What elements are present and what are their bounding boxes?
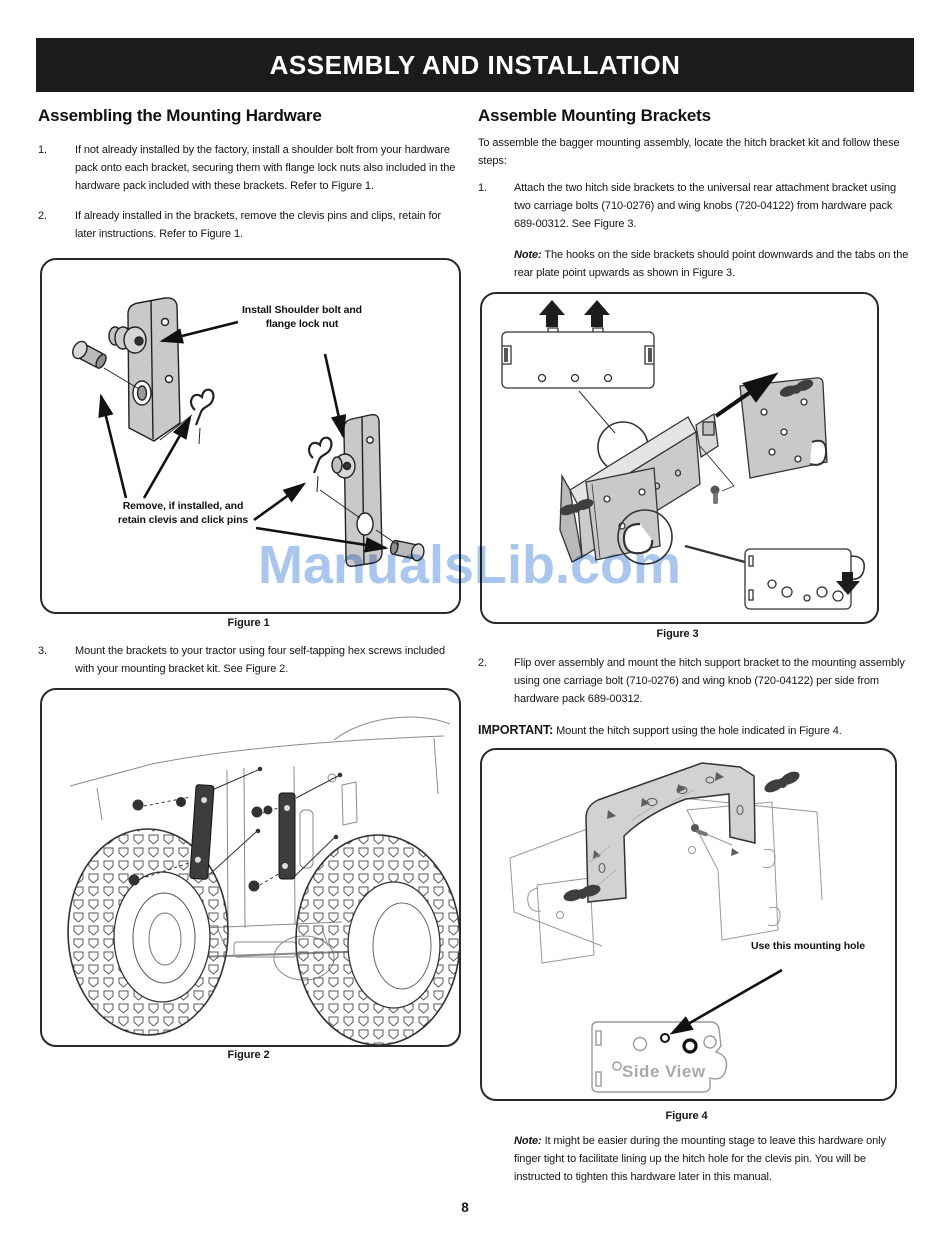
left-step-3 xyxy=(38,642,458,678)
carriage-bolt-icon xyxy=(711,486,720,505)
page-title: ASSEMBLY AND INSTALLATION xyxy=(269,49,681,80)
step-text: Attach the two hitch side brackets to the universal rear attachment bracket using two carriage bolts (710-0276) and wing knobs (720-04122) from hardware pack 689-00312. See Figure 3. xyxy=(514,182,896,231)
step-number: 1. xyxy=(38,144,47,156)
right-note-1 xyxy=(514,246,910,282)
note-label: Note: xyxy=(514,1135,542,1147)
note-text: It might be easier during the mounting stage to leave this hardware only finger tight to facilitate lining up the hitch hole for the clevis pin. You will be instructed to tighten this hardware later in this manual. xyxy=(514,1135,886,1184)
figure2-illustration xyxy=(42,690,459,1045)
left-bracket-drawing xyxy=(128,298,180,441)
figure1-caption: Figure 1 xyxy=(227,617,270,629)
up-arrow-icon xyxy=(584,300,610,327)
figure1-remove-label: Remove, if installed, and retain clevis and click pins xyxy=(117,500,249,526)
page-number: 8 xyxy=(461,1200,469,1215)
up-arrow-icon xyxy=(539,300,565,327)
figure4-hole-label: Use this mounting hole xyxy=(751,940,865,952)
left-heading: Assembling the Mounting Hardware xyxy=(38,106,322,125)
left-step-2 xyxy=(38,207,458,243)
figure2-caption: Figure 2 xyxy=(227,1049,270,1061)
step-number: 2. xyxy=(478,657,487,669)
figure4-box xyxy=(480,748,897,1101)
step-number: 2. xyxy=(38,210,47,222)
clevis-pin-drawing xyxy=(70,339,109,371)
step-text: Mount the brackets to your tractor using four self-tapping hex screws included with your mounting bracket kit. See Figure 2. xyxy=(75,645,446,676)
important-label: IMPORTANT: xyxy=(478,723,554,737)
figure1-install-label: Install Shoulder bolt and flange lock nut xyxy=(241,304,362,330)
step-number: 3. xyxy=(38,645,47,657)
click-pin-drawing xyxy=(309,438,331,473)
left-step-1 xyxy=(38,141,458,195)
step-text: If already installed in the brackets, remove the clevis pins and clips, retain for later instructions. Refer to Figure 1. xyxy=(75,210,441,241)
right-intro: To assemble the bagger mounting assembly, locate the hitch bracket kit and follow these steps: xyxy=(478,137,900,168)
figure2-box xyxy=(40,688,461,1047)
base-assembly-outline xyxy=(510,797,822,963)
wing-knob-icon xyxy=(762,769,801,795)
figure3-caption: Figure 3 xyxy=(656,628,699,640)
right-step-1 xyxy=(478,179,912,233)
right-note-2 xyxy=(514,1132,912,1186)
hitch-support-bracket-drawing xyxy=(586,763,755,902)
shoulder-bolt-drawing xyxy=(109,327,146,353)
section-banner xyxy=(36,38,914,92)
watermark: ManualsLib.com xyxy=(258,535,682,595)
side-view-label: Side View xyxy=(622,1062,706,1081)
important-note xyxy=(478,720,914,741)
step-text: Flip over assembly and mount the hitch support bracket to the mounting assembly using one carriage bolt (710-0276) and wing knob (720-04122) per side from hardware pack 689-00312. xyxy=(514,657,905,706)
right-heading: Assemble Mounting Brackets xyxy=(478,106,711,125)
rear-plate-drawing xyxy=(502,328,654,388)
mounting-brackets-drawing xyxy=(176,784,295,879)
right-step-2 xyxy=(478,654,912,708)
right-tire-drawing xyxy=(296,835,459,1045)
important-text: Mount the hitch support using the hole indicated in Figure 4. xyxy=(553,725,842,737)
figure4-caption: Figure 4 xyxy=(665,1110,708,1122)
callout-arrow xyxy=(674,970,782,1032)
click-pin-drawing xyxy=(191,390,213,425)
note-label: Note: xyxy=(514,249,542,261)
figure4-illustration xyxy=(482,750,895,1099)
step-number: 1. xyxy=(478,182,487,194)
note-text: The hooks on the side brackets should point downwards and the tabs on the rear plate point upwards as shown in Figure 3. xyxy=(514,249,909,280)
step-text: If not already installed by the factory, install a shoulder bolt from your hardware pack onto each bracket, securing them with flange lock nuts also included in the hardware pack included with these brackets. Refer to Figure 1. xyxy=(75,144,456,193)
